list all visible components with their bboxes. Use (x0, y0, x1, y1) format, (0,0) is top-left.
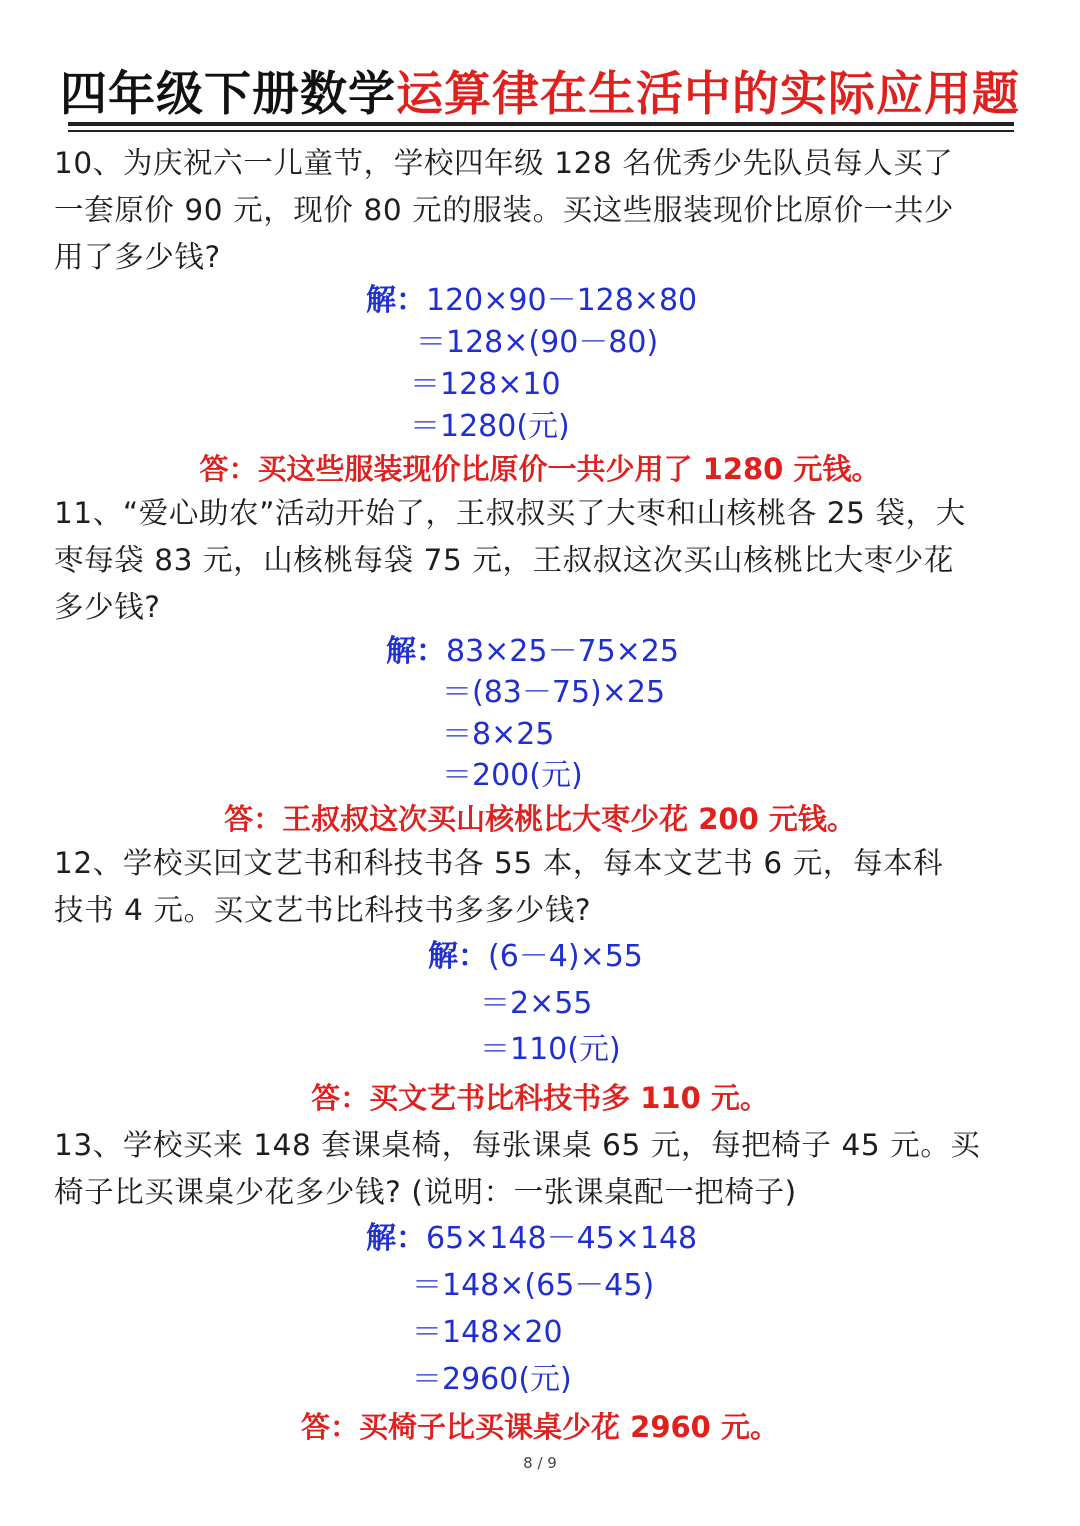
solution-step: 83×25－75×25 (446, 634, 679, 669)
problem-10-solution-step-3: ＝128×10 (410, 367, 561, 402)
title-underline-thin (68, 130, 1014, 132)
title-black-part: 四年级下册数学 (60, 67, 396, 122)
page-number: 8 / 9 (523, 1454, 557, 1472)
title-underline-thick (68, 122, 1014, 126)
problem-10-solution-step-1 (366, 280, 697, 322)
problem-13-question (54, 1122, 1029, 1216)
problem-10-solution-step-4: ＝1280(元) (410, 409, 570, 444)
solution-label: 解： (386, 634, 446, 669)
question-line: 11、“爱心助农”活动开始了，王叔叔买了大枣和山核桃各 25 袋，大 (54, 496, 966, 530)
question-line: 多少钱? (54, 590, 161, 624)
problem-10-question (54, 140, 1029, 281)
solution-step: 120×90－128×80 (426, 283, 698, 318)
question-line: 一套原价 90 元，现价 80 元的服装。买这些服装现价比原价一共少 (54, 193, 954, 227)
problem-10-solution-step-2: ＝128×(90－80) (416, 325, 659, 360)
problem-11-solution-step-2: ＝(83－75)×25 (442, 675, 666, 710)
problem-13-solution-step-1 (366, 1218, 697, 1260)
question-line: 12、学校买回文艺书和科技书各 55 本，每本文艺书 6 元，每本科 (54, 846, 944, 880)
problem-11-solution-step-3: ＝8×25 (442, 717, 555, 752)
question-line: 技书 4 元。买文艺书比科技书多多少钱? (54, 893, 592, 927)
question-line: 13、学校买来 148 套课桌椅，每张课桌 65 元，每把椅子 45 元。买 (54, 1128, 981, 1162)
problem-12-solution-step-3: ＝110(元) (480, 1032, 621, 1067)
problem-11-solution-step-4: ＝200(元) (442, 758, 583, 793)
problem-11-solution-step-1 (386, 631, 679, 673)
problem-12-question (54, 840, 1029, 934)
page-title (0, 62, 1080, 128)
problem-13-solution-step-2: ＝148×(65－45) (412, 1268, 655, 1303)
problem-10-answer: 答：买这些服装现价比原价一共少用了 1280 元钱。 (199, 452, 881, 486)
problem-13-solution-step-3: ＝148×20 (412, 1315, 563, 1350)
problem-12-answer: 答：买文艺书比科技书多 110 元。 (311, 1081, 769, 1115)
solution-step: 65×148－45×148 (426, 1221, 698, 1256)
question-line: 用了多少钱? (54, 240, 221, 274)
solution-label: 解： (428, 939, 488, 974)
solution-label: 解： (366, 1221, 426, 1256)
problem-13-answer: 答：买椅子比买课桌少花 2960 元。 (301, 1410, 779, 1444)
question-line: 10、为庆祝六一儿童节，学校四年级 128 名优秀少先队员每人买了 (54, 146, 954, 180)
title-red-part: 运算律在生活中的实际应用题 (396, 67, 1020, 122)
problem-11-question (54, 490, 1029, 631)
problem-13-solution-step-4: ＝2960(元) (412, 1362, 572, 1397)
problem-12-solution-step-2: ＝2×55 (480, 986, 593, 1021)
problem-11-answer: 答：王叔叔这次买山核桃比大枣少花 200 元钱。 (224, 802, 856, 836)
question-line: 枣每袋 83 元，山核桃每袋 75 元，王叔叔这次买山核桃比大枣少花 (54, 543, 954, 577)
solution-step: (6－4)×55 (488, 939, 643, 974)
problem-12-solution-step-1 (428, 936, 643, 978)
question-line: 椅子比买课桌少花多少钱? (说明：一张课桌配一把椅子) (54, 1175, 797, 1209)
solution-label: 解： (366, 283, 426, 318)
